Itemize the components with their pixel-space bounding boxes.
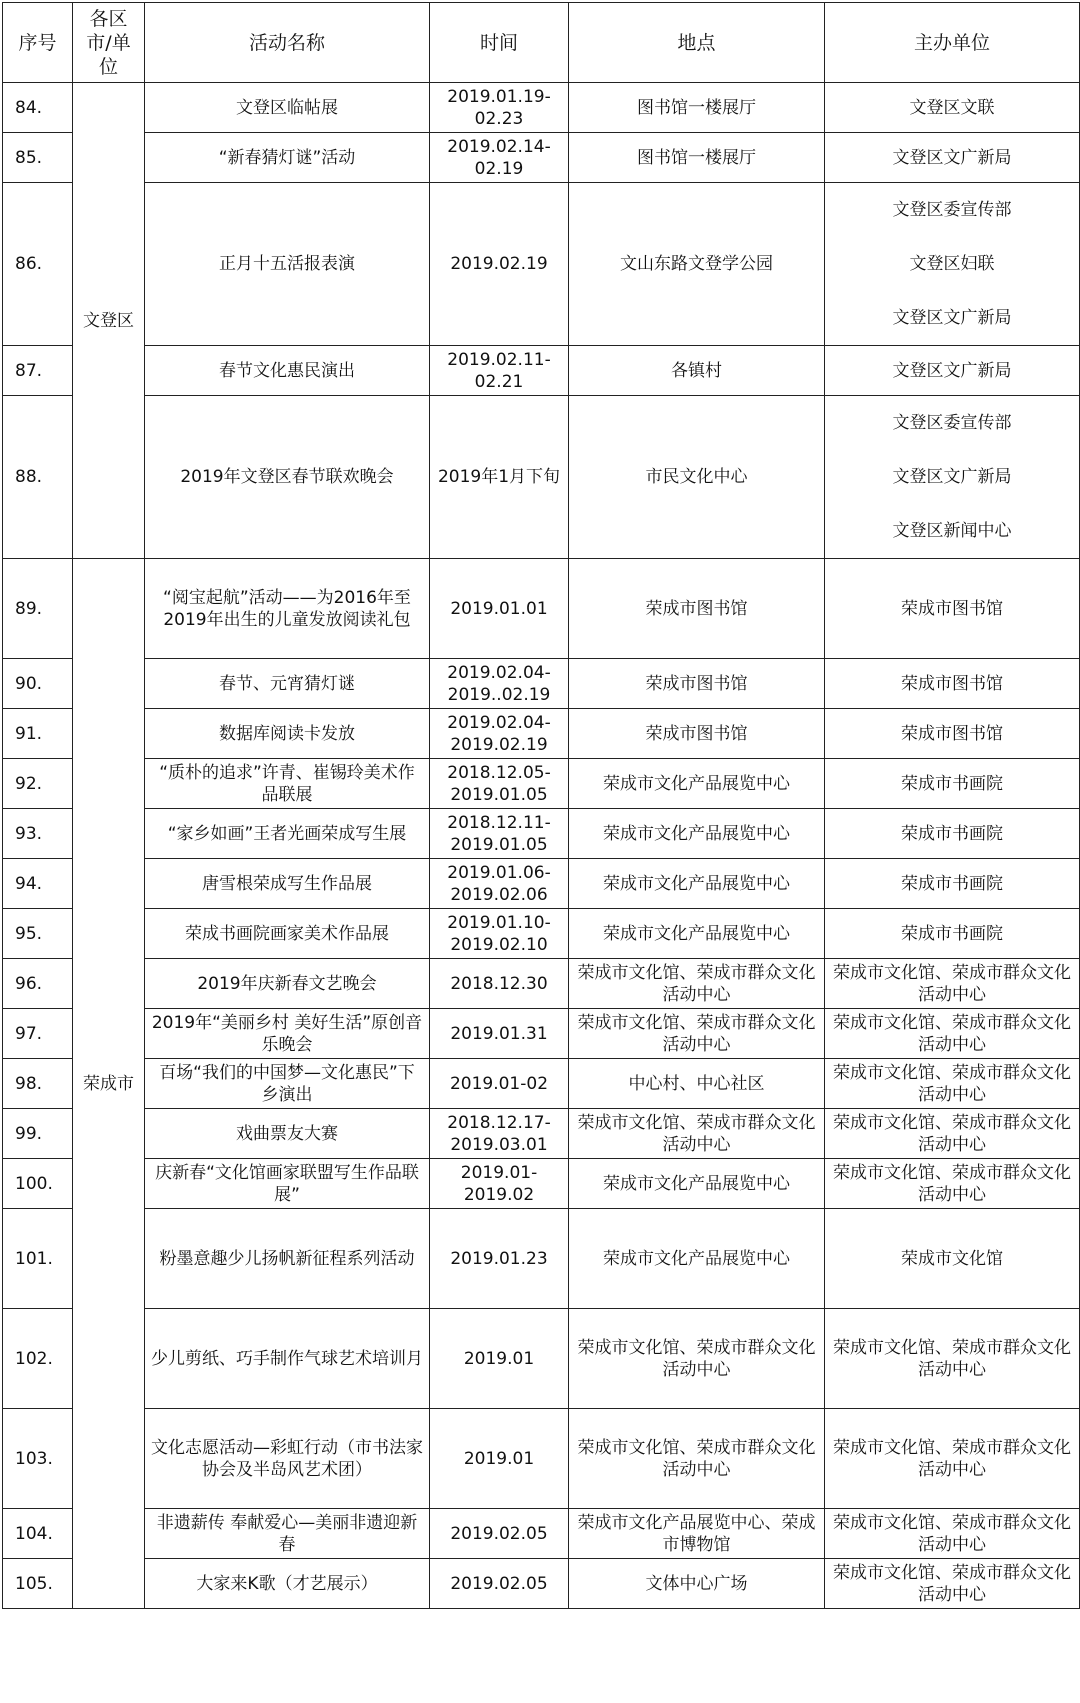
organizer-line: 文登区新闻中心 [892, 521, 1012, 541]
cell-place: 荣成市图书馆 [569, 709, 825, 759]
cell-name: “家乡如画”王者光画荣成写生展 [145, 809, 430, 859]
cell-name: 正月十五活报表演 [145, 183, 430, 346]
table-row [3, 909, 1080, 959]
cell-time: 2019.01 [430, 1409, 569, 1509]
cell-time: 2019.02.11-02.21 [430, 346, 569, 396]
cell-time: 2019.01 [430, 1309, 569, 1409]
table-row [3, 346, 1080, 396]
table-row [3, 1159, 1080, 1209]
cell-time: 2019.01.23 [430, 1209, 569, 1309]
cell-name: 粉墨意趣少儿扬帆新征程系列活动 [145, 1209, 430, 1309]
cell-time: 2019.02.04-2019..02.19 [430, 659, 569, 709]
cell-seq: 95. [3, 909, 73, 959]
table-row [3, 809, 1080, 859]
header-row [3, 3, 1080, 83]
table-row [3, 659, 1080, 709]
cell-time: 2019.02.05 [430, 1559, 569, 1609]
cell-place: 荣成市文化馆、荣成市群众文化活动中心 [569, 1009, 825, 1059]
cell-name: 少儿剪纸、巧手制作气球艺术培训月 [145, 1309, 430, 1409]
cell-organizer: 荣成市文化馆、荣成市群众文化活动中心 [825, 1559, 1080, 1609]
cell-organizer: 荣成市文化馆、荣成市群众文化活动中心 [825, 1009, 1080, 1059]
cell-seq: 88. [3, 396, 73, 559]
cell-place: 荣成市文化馆、荣成市群众文化活动中心 [569, 959, 825, 1009]
cell-seq: 103. [3, 1409, 73, 1509]
table-row [3, 83, 1080, 133]
cell-time: 2019.01-02 [430, 1059, 569, 1109]
cell-organizer: 文登区文联 [825, 83, 1080, 133]
cell-organizer: 荣成市文化馆 [825, 1209, 1080, 1309]
cell-seq: 105. [3, 1559, 73, 1609]
cell-name: 大家来K歌（才艺展示） [145, 1559, 430, 1609]
cell-place: 荣成市文化馆、荣成市群众文化活动中心 [569, 1109, 825, 1159]
cell-name: 2019年文登区春节联欢晚会 [145, 396, 430, 559]
cell-place: 文山东路文登学公园 [569, 183, 825, 346]
cell-seq: 99. [3, 1109, 73, 1159]
cell-seq: 87. [3, 346, 73, 396]
cell-place: 图书馆一楼展厅 [569, 133, 825, 183]
cell-time: 2019.02.19 [430, 183, 569, 346]
cell-seq: 97. [3, 1009, 73, 1059]
cell-organizer: 荣成市文化馆、荣成市群众文化活动中心 [825, 1509, 1080, 1559]
table-row [3, 396, 1080, 559]
cell-place: 荣成市文化馆、荣成市群众文化活动中心 [569, 1409, 825, 1509]
cell-name: 庆新春“文化馆画家联盟写生作品联展” [145, 1159, 430, 1209]
cell-place: 荣成市文化产品展览中心 [569, 1159, 825, 1209]
cell-time: 2018.12.17-2019.03.01 [430, 1109, 569, 1159]
cell-time: 2019年1月下旬 [430, 396, 569, 559]
cell-organizer: 荣成市书画院 [825, 809, 1080, 859]
cell-seq: 94. [3, 859, 73, 909]
table-row [3, 1559, 1080, 1609]
cell-place: 荣成市文化馆、荣成市群众文化活动中心 [569, 1309, 825, 1409]
cell-time: 2019.02.05 [430, 1509, 569, 1559]
cell-organizer: 荣成市书画院 [825, 909, 1080, 959]
cell-organizer: 荣成市图书馆 [825, 659, 1080, 709]
cell-seq: 102. [3, 1309, 73, 1409]
header-place: 地点 [569, 3, 825, 83]
organizer-line: 文登区文广新局 [892, 467, 1012, 487]
cell-time: 2019.02.14-02.19 [430, 133, 569, 183]
cell-place: 荣成市文化产品展览中心 [569, 809, 825, 859]
cell-seq: 100. [3, 1159, 73, 1209]
header-time: 时间 [430, 3, 569, 83]
cell-organizer: 荣成市文化馆、荣成市群众文化活动中心 [825, 1159, 1080, 1209]
table-row [3, 1109, 1080, 1159]
cell-seq: 98. [3, 1059, 73, 1109]
cell-time: 2019.01.06-2019.02.06 [430, 859, 569, 909]
cell-time: 2019.01.31 [430, 1009, 569, 1059]
cell-name: “质朴的追求”许青、崔锡玲美术作品联展 [145, 759, 430, 809]
organizer-line: 文登区委宣传部 [892, 200, 1012, 220]
table-row [3, 959, 1080, 1009]
cell-time: 2019.02.04-2019.02.19 [430, 709, 569, 759]
table-row [3, 1309, 1080, 1409]
header-name: 活动名称 [145, 3, 430, 83]
cell-time: 2019.01.19-02.23 [430, 83, 569, 133]
table-row [3, 1009, 1080, 1059]
cell-organizer: 荣成市图书馆 [825, 709, 1080, 759]
cell-seq: 96. [3, 959, 73, 1009]
cell-organizer [825, 396, 1080, 559]
cell-name: 文化志愿活动—彩虹行动（市书法家协会及半岛风艺术团） [145, 1409, 430, 1509]
cell-seq: 93. [3, 809, 73, 859]
cell-organizer: 荣成市文化馆、荣成市群众文化活动中心 [825, 1309, 1080, 1409]
header-district: 各区市/单位 [73, 3, 145, 83]
table-row [3, 759, 1080, 809]
cell-place: 文体中心广场 [569, 1559, 825, 1609]
table-row [3, 709, 1080, 759]
cell-district: 荣成市 [73, 559, 145, 1609]
cell-name: “阅宝起航”活动——为2016年至2019年出生的儿童发放阅读礼包 [145, 559, 430, 659]
cell-time: 2018.12.05-2019.01.05 [430, 759, 569, 809]
cell-organizer: 荣成市书画院 [825, 859, 1080, 909]
organizer-line: 文登区妇联 [909, 254, 995, 274]
cell-seq: 104. [3, 1509, 73, 1559]
cell-time: 2019.01.10-2019.02.10 [430, 909, 569, 959]
cell-seq: 84. [3, 83, 73, 133]
cell-place: 图书馆一楼展厅 [569, 83, 825, 133]
cell-district: 文登区 [73, 83, 145, 559]
cell-time: 2018.12.11-2019.01.05 [430, 809, 569, 859]
header-organizer: 主办单位 [825, 3, 1080, 83]
cell-time: 2019.01-2019.02 [430, 1159, 569, 1209]
cell-place: 荣成市文化产品展览中心、荣成市博物馆 [569, 1509, 825, 1559]
cell-seq: 90. [3, 659, 73, 709]
cell-seq: 85. [3, 133, 73, 183]
cell-organizer: 荣成市图书馆 [825, 559, 1080, 659]
cell-name: 春节、元宵猜灯谜 [145, 659, 430, 709]
cell-seq: 92. [3, 759, 73, 809]
organizer-line: 文登区委宣传部 [892, 413, 1012, 433]
cell-organizer: 荣成市书画院 [825, 759, 1080, 809]
cell-name: 荣成书画院画家美术作品展 [145, 909, 430, 959]
table-row [3, 1409, 1080, 1509]
cell-name: 唐雪根荣成写生作品展 [145, 859, 430, 909]
cell-organizer [825, 183, 1080, 346]
table-row [3, 559, 1080, 659]
table-body [3, 83, 1080, 1609]
cell-time: 2018.12.30 [430, 959, 569, 1009]
cell-name: 文登区临帖展 [145, 83, 430, 133]
cell-organizer: 荣成市文化馆、荣成市群众文化活动中心 [825, 1409, 1080, 1509]
cell-seq: 91. [3, 709, 73, 759]
cell-place: 荣成市图书馆 [569, 559, 825, 659]
cell-time: 2019.01.01 [430, 559, 569, 659]
organizer-line: 文登区文广新局 [892, 308, 1012, 328]
table-row [3, 133, 1080, 183]
cell-name: 戏曲票友大赛 [145, 1109, 430, 1159]
cell-place: 各镇村 [569, 346, 825, 396]
table-row [3, 183, 1080, 346]
cell-name: 非遗薪传 奉献爱心—美丽非遗迎新春 [145, 1509, 430, 1559]
table-row [3, 859, 1080, 909]
cell-seq: 101. [3, 1209, 73, 1309]
cell-place: 荣成市文化产品展览中心 [569, 759, 825, 809]
table-row [3, 1059, 1080, 1109]
cell-organizer: 荣成市文化馆、荣成市群众文化活动中心 [825, 959, 1080, 1009]
cell-name: 百场“我们的中国梦—文化惠民”下乡演出 [145, 1059, 430, 1109]
cell-place: 市民文化中心 [569, 396, 825, 559]
cell-place: 荣成市图书馆 [569, 659, 825, 709]
cell-place: 中心村、中心社区 [569, 1059, 825, 1109]
cell-name: 春节文化惠民演出 [145, 346, 430, 396]
cell-seq: 89. [3, 559, 73, 659]
cell-organizer: 文登区文广新局 [825, 133, 1080, 183]
cell-organizer: 文登区文广新局 [825, 346, 1080, 396]
cell-organizer: 荣成市文化馆、荣成市群众文化活动中心 [825, 1059, 1080, 1109]
cell-name: 数据库阅读卡发放 [145, 709, 430, 759]
activity-table [2, 2, 1080, 1609]
cell-name: “新春猜灯谜”活动 [145, 133, 430, 183]
header-seq: 序号 [3, 3, 73, 83]
cell-place: 荣成市文化产品展览中心 [569, 909, 825, 959]
cell-place: 荣成市文化产品展览中心 [569, 859, 825, 909]
cell-organizer: 荣成市文化馆、荣成市群众文化活动中心 [825, 1109, 1080, 1159]
cell-place: 荣成市文化产品展览中心 [569, 1209, 825, 1309]
cell-name: 2019年庆新春文艺晚会 [145, 959, 430, 1009]
table-row [3, 1209, 1080, 1309]
cell-seq: 86. [3, 183, 73, 346]
cell-name: 2019年“美丽乡村 美好生活”原创音乐晚会 [145, 1009, 430, 1059]
table-row [3, 1509, 1080, 1559]
